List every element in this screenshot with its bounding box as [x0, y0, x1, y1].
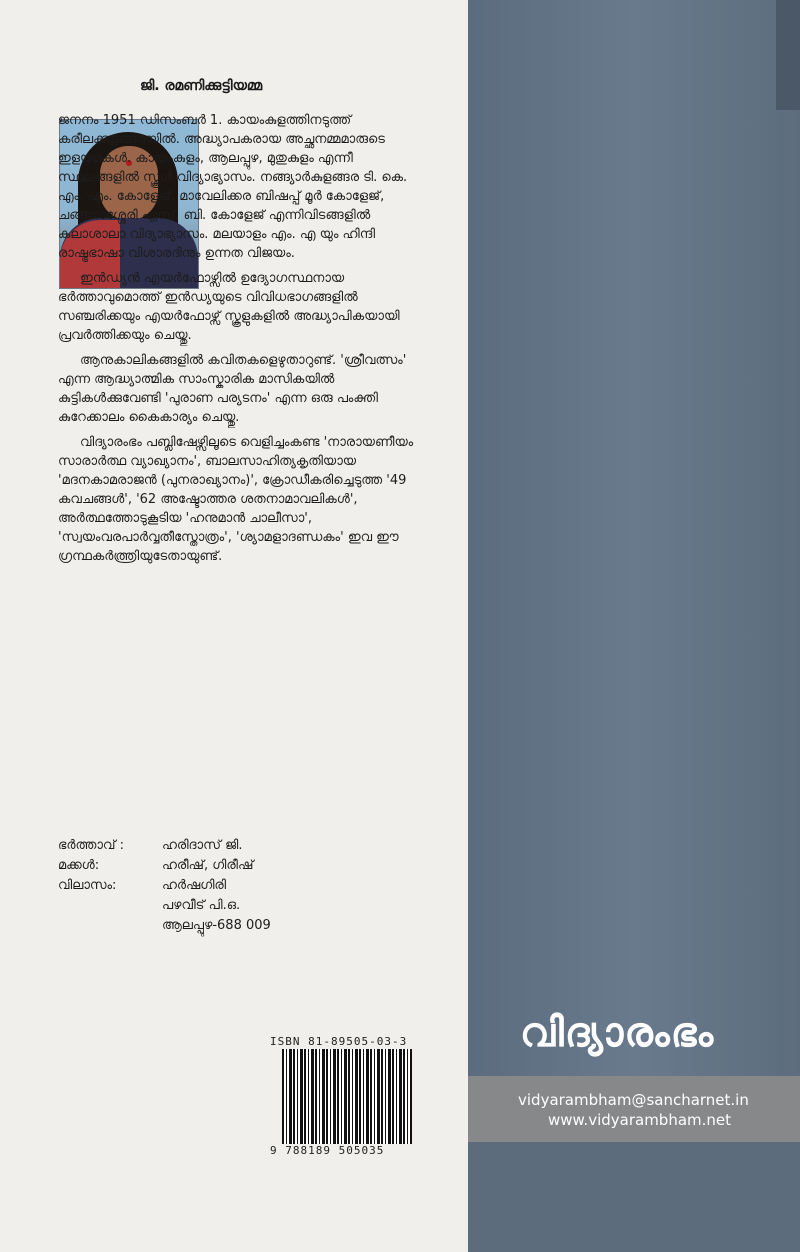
- detail-row: മക്കൾ: ഹരീഷ്, ഗിരീഷ്: [58, 858, 254, 873]
- publisher-panel: [468, 0, 800, 1252]
- bio-writing: ആനുകാലികങ്ങളിൽ കവിതകളെഴുതാറുണ്ട്. 'ശ്രീവത്സം' എന്ന ആദ്ധ്യാത്മിക സാംസ്കാരിക മാസികയിൽ കുട്ടികൾക്കുവേണ്ടി 'പുരാണ പര്യടനം' എന്ന ഒരു പംക്തി കുറേക്കാലം കൈകാര്യം ചെയ്തു.: [58, 353, 407, 425]
- detail-row: ആലപ്പുഴ-688 009: [162, 918, 271, 933]
- author-name: ജി. രമണിക്കുട്ടിയമ്മ: [140, 78, 263, 94]
- barcode-number: 9 788189 505035: [270, 1144, 385, 1157]
- barcode-image: [282, 1049, 412, 1144]
- bio-education: എം. എം. കോളേജ്, മാവേലിക്കര ബിഷപ്പ് മൂർ കോളേജ്, ചങ്ങനാശ്ശേരി എസ്. ബി. കോളേജ് എന്നിവിടങ്ങളിൽ കലാശാലാ വിദ്യാഭ്യാസം. മലയാളം എം. എ യും ഹിന്ദി രാഷ്ട്രഭാഷാ വിശാരദിനും ഉന്നത വിജയം.: [58, 189, 385, 261]
- publisher-email[interactable]: vidyarambham@sancharnet.in: [518, 1091, 749, 1109]
- publisher-logo: വിദ്യാരംഭം: [520, 1010, 715, 1056]
- author-details: [58, 836, 271, 936]
- spine-edge: [776, 0, 800, 110]
- author-bio: [58, 111, 416, 566]
- publisher-website[interactable]: www.vidyarambham.net: [548, 1111, 732, 1129]
- detail-row: വിലാസം: ഹർഷഗിരി: [58, 878, 227, 893]
- detail-row: പഴവീട് പി.ഒ.: [162, 898, 241, 913]
- isbn-label: ISBN 81-89505-03-3: [270, 1035, 408, 1048]
- bio-intro: ജനനം 1951 ഡിസംബർ 1. കായംകുളത്തിനടുത്ത് കരീലക്കുളങ്ങരയിൽ. അദ്ധ്യാപകരായ അച്ഛനമ്മമാരുടെ ഇളയമകൾ. കായംകുളം, ആലപ്പുഴ, മുതുകുളം എന്നീ സ്ഥലങ്ങളിൽ സ്കൂൾ വിദ്യാഭ്യാസം. നങ്ങ്യാർകുളങ്ങര ടി. കെ.: [58, 113, 408, 185]
- contact-band: [468, 1076, 800, 1142]
- bio-career: ഇൻഡ്യൻ എയർഫോഴ്സിൽ ഉദ്യോഗസ്ഥനായ ഭർത്താവുമൊത്ത് ഇൻഡ്യയുടെ വിവിധഭാഗങ്ങളിൽ സഞ്ചരിക്കയും എയർഫോഴ്സ് സ്കൂളുകളിൽ അദ്ധ്യാപികയായി പ്രവർത്തിക്കയും ചെയ്തു.: [58, 271, 400, 343]
- detail-row: ഭർത്താവ് : ഹരിദാസ് ജി.: [58, 838, 243, 853]
- bio-publications: വിദ്യാരംഭം പബ്ലിഷേഴ്സിലൂടെ വെളിച്ചംകണ്ട 'നാരായണീയം സാരാർത്ഥ വ്യാഖ്യാനം', ബാലസാഹിത്യകൃതിയായ 'മദനകാമരാജൻ (പുനരാഖ്യാനം)', ക്രോഡീകരിച്ചെടുത്ത '49 കവചങ്ങൾ', '62 അഷ്ടോത്തര ശതനാമാവലികൾ', അർത്ഥത്തോടുകൂടിയ 'ഹനുമാൻ ചാലീസാ', 'സ്വയംവരപാർവ്വതീസ്തോത്രം', 'ശ്യാമളാദണ്ഡകം' ഇവ ഈ ഗ്രന്ഥകർത്ത്രിയുടേതായുണ്ട്.: [58, 435, 414, 564]
- bottom-strip: [468, 1142, 800, 1252]
